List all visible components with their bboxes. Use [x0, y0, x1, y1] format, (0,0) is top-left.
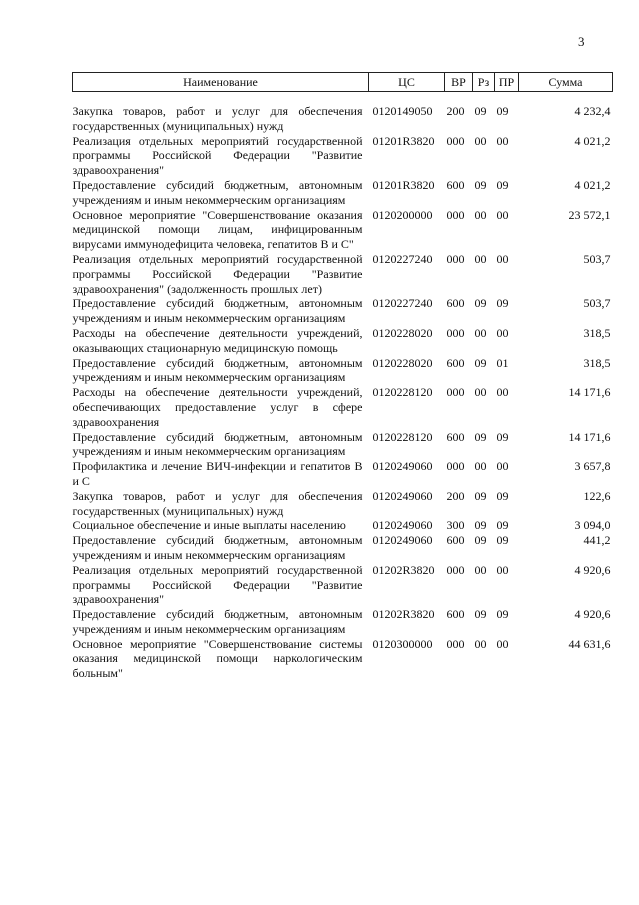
table-row [73, 607, 613, 637]
cell-cs: 01201R3820 [372, 177, 435, 192]
cell-pr: 00 [496, 325, 509, 340]
cell-cs: 01201R3820 [372, 133, 435, 148]
cell-pr: 09 [496, 607, 509, 622]
cell-cs: 0120200000 [372, 207, 433, 222]
cell-pr: 09 [496, 429, 509, 444]
cell-name: Предоставление субсидий бюджетным, автономным учреждениям и иным некоммерческим организациям [72, 355, 363, 385]
cell-pr: 09 [496, 518, 509, 533]
cell-sum: 122,6 [583, 488, 611, 503]
cell-pr: 00 [496, 385, 509, 400]
cell-vr: 600 [446, 607, 465, 622]
table-row [73, 563, 613, 607]
table-row [73, 385, 613, 429]
cell-name: Основное мероприятие "Совершенствование оказания медицинской помощи лицам, инфицированным вирусами иммунодефицита человека, гепатитов В и С" [72, 207, 363, 252]
cell-cs: 0120228120 [372, 385, 433, 400]
cell-cs: 0120227240 [372, 296, 433, 311]
cell-name: Реализация отдельных мероприятий государственной программы Российской Федерации "Развитие здравоохранения" [72, 133, 363, 178]
page-number: 3 [578, 34, 585, 49]
cell-cs: 0120228120 [372, 429, 433, 444]
cell-vr: 000 [446, 636, 465, 651]
cell-rz: 09 [474, 607, 487, 622]
cell-pr: 09 [496, 488, 509, 503]
header-pr: ПР [495, 73, 519, 92]
cell-sum: 14 171,6 [568, 429, 611, 444]
table-row [73, 637, 613, 681]
cell-name: Реализация отдельных мероприятий государственной программы Российской Федерации "Развитие здравоохранения" [72, 562, 363, 607]
cell-sum: 3 094,0 [574, 518, 611, 533]
cell-pr: 00 [496, 207, 509, 222]
cell-name: Расходы на обеспечение деятельности учреждений, обеспечивающих предоставление услуг в сфере здравоохранения [72, 385, 363, 429]
header-name: Наименование [73, 73, 369, 92]
cell-name: Предоставление субсидий бюджетным, автономным учреждениям и иным некоммерческим организациям [72, 607, 363, 636]
table-row [73, 208, 613, 252]
cell-cs: 0120249060 [372, 488, 433, 503]
cell-rz: 09 [474, 177, 487, 192]
table-row [73, 518, 613, 533]
cell-cs: 0120249060 [372, 533, 433, 548]
cell-name: Предоставление субсидий бюджетным, автономным учреждениям и иным некоммерческим организациям [72, 296, 363, 326]
table-row [73, 326, 613, 356]
cell-cs: 0120228020 [372, 325, 433, 340]
cell-pr: 09 [496, 296, 509, 311]
budget-table-container [72, 72, 612, 681]
cell-name: Расходы на обеспечение деятельности учреждений, оказывающих стационарную медицинскую помощь [72, 325, 363, 355]
cell-rz: 00 [474, 133, 487, 148]
table-row [73, 459, 613, 489]
table-row [73, 252, 613, 296]
cell-vr: 000 [446, 385, 465, 400]
header-rz: Рз [473, 73, 495, 92]
cell-vr: 600 [446, 533, 465, 548]
header-sum: Сумма [519, 73, 613, 92]
cell-pr: 09 [496, 533, 509, 548]
budget-table [72, 72, 613, 681]
cell-sum: 3 657,8 [574, 459, 611, 474]
table-body [73, 92, 613, 682]
cell-vr: 200 [446, 488, 465, 503]
cell-rz: 00 [474, 636, 487, 651]
cell-vr: 000 [446, 207, 465, 222]
cell-cs: 01202R3820 [372, 607, 435, 622]
header-vr: ВР [445, 73, 473, 92]
cell-rz: 09 [474, 518, 487, 533]
cell-vr: 600 [446, 355, 465, 370]
table-row [73, 489, 613, 519]
cell-rz: 00 [474, 562, 487, 577]
cell-cs: 0120149050 [372, 104, 433, 118]
cell-vr: 600 [446, 177, 465, 192]
cell-rz: 00 [474, 207, 487, 222]
cell-sum: 503,7 [583, 251, 611, 266]
cell-pr: 00 [496, 459, 509, 474]
cell-vr: 000 [446, 133, 465, 148]
table-header-row [73, 73, 613, 92]
cell-cs: 0120249060 [372, 459, 433, 474]
cell-pr: 00 [496, 562, 509, 577]
cell-sum: 318,5 [583, 355, 611, 370]
cell-sum: 23 572,1 [568, 207, 611, 222]
cell-name: Профилактика и лечение ВИЧ-инфекции и гепатитов В и С [72, 459, 363, 488]
cell-rz: 09 [474, 104, 487, 118]
cell-pr: 00 [496, 133, 509, 148]
cell-vr: 600 [446, 429, 465, 444]
header-cs: ЦС [369, 73, 445, 92]
cell-vr: 000 [446, 251, 465, 266]
cell-sum: 4 920,6 [574, 562, 611, 577]
cell-sum: 503,7 [583, 296, 611, 311]
cell-rz: 09 [474, 296, 487, 311]
cell-cs: 0120227240 [372, 251, 433, 266]
cell-rz: 00 [474, 459, 487, 474]
cell-name: Закупка товаров, работ и услуг для обеспечения государственных (муниципальных) нужд [72, 488, 363, 518]
cell-sum: 441,2 [583, 533, 611, 548]
cell-cs: 01202R3820 [372, 562, 435, 577]
cell-vr: 200 [446, 104, 465, 118]
cell-name: Предоставление субсидий бюджетным, автономным учреждениям и иным некоммерческим организациям [72, 429, 363, 459]
table-row [73, 356, 613, 386]
cell-vr: 000 [446, 325, 465, 340]
table-row [73, 296, 613, 326]
cell-sum: 4 232,4 [574, 104, 611, 118]
cell-sum: 4 021,2 [574, 133, 611, 148]
cell-rz: 00 [474, 251, 487, 266]
cell-rz: 09 [474, 533, 487, 548]
cell-pr: 00 [496, 636, 509, 651]
table-row [73, 134, 613, 178]
cell-name: Закупка товаров, работ и услуг для обеспечения государственных (муниципальных) нужд [72, 104, 363, 133]
cell-name: Социальное обеспечение и иные выплаты населению [72, 518, 346, 533]
cell-rz: 09 [474, 488, 487, 503]
cell-rz: 00 [474, 385, 487, 400]
cell-name: Реализация отдельных мероприятий государственной программы Российской Федерации "Развитие здравоохранения" (задолженность прошлых лет) [72, 251, 363, 296]
cell-sum: 14 171,6 [568, 385, 611, 400]
table-row [73, 430, 613, 460]
cell-vr: 600 [446, 296, 465, 311]
cell-pr: 01 [496, 355, 509, 370]
cell-rz: 09 [474, 429, 487, 444]
cell-vr: 300 [446, 518, 465, 533]
cell-sum: 44 631,6 [568, 636, 611, 651]
cell-rz: 09 [474, 355, 487, 370]
cell-name: Предоставление субсидий бюджетным, автономным учреждениям и иным некоммерческим организациям [72, 533, 363, 562]
cell-cs: 0120249060 [372, 518, 433, 533]
table-row [73, 92, 613, 134]
cell-vr: 000 [446, 459, 465, 474]
cell-pr: 09 [496, 104, 509, 118]
cell-rz: 00 [474, 325, 487, 340]
cell-cs: 0120228020 [372, 355, 433, 370]
cell-sum: 4 021,2 [574, 177, 611, 192]
cell-sum: 4 920,6 [574, 607, 611, 622]
cell-sum: 318,5 [583, 325, 611, 340]
cell-name: Предоставление субсидий бюджетным, автономным учреждениям и иным некоммерческим организациям [72, 177, 363, 207]
table-row [73, 178, 613, 208]
cell-pr: 00 [496, 251, 509, 266]
cell-name: Основное мероприятие "Совершенствование системы оказания медицинской помощи наркологическим больным" [72, 636, 363, 681]
cell-vr: 000 [446, 562, 465, 577]
cell-cs: 0120300000 [372, 636, 433, 651]
cell-pr: 09 [496, 177, 509, 192]
table-row [73, 533, 613, 563]
